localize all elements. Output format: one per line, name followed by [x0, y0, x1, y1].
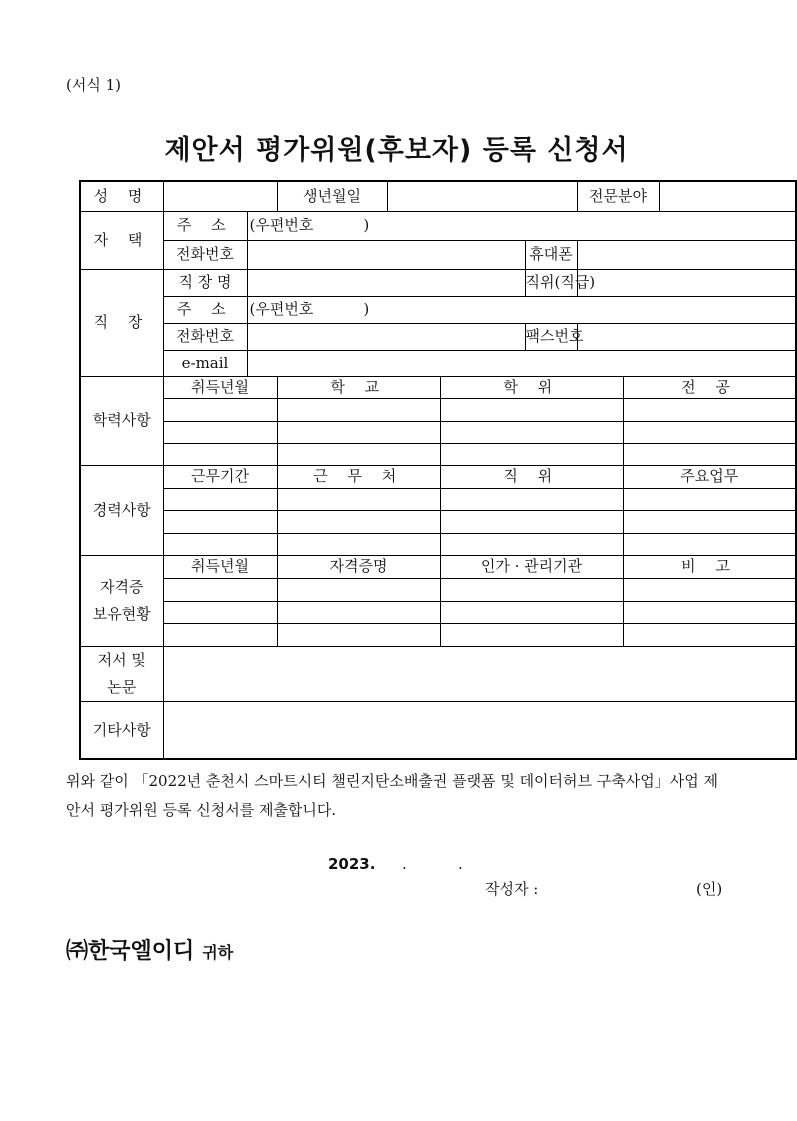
education-cell[interactable]	[277, 421, 440, 443]
education-header-degree: 학 위	[440, 376, 623, 398]
education-cell[interactable]	[440, 421, 623, 443]
position-rank-field[interactable]	[577, 269, 796, 296]
recipient	[66, 934, 233, 965]
career-label: 경력사항	[80, 465, 163, 555]
certificate-label	[80, 555, 163, 646]
postal-code-prefix: (우편번호	[249, 300, 314, 319]
education-cell[interactable]	[277, 443, 440, 465]
career-cell[interactable]	[277, 533, 440, 555]
work-address-field[interactable]	[247, 296, 796, 323]
certificate-label-line1: 자격증	[100, 577, 144, 596]
career-header-period: 근무기간	[163, 465, 277, 488]
certificate-cell[interactable]	[440, 623, 623, 646]
mobile-label: 휴대폰	[525, 240, 577, 269]
email-field[interactable]	[247, 350, 796, 376]
certificate-cell[interactable]	[623, 578, 796, 601]
career-cell[interactable]	[163, 488, 277, 510]
education-cell[interactable]	[277, 398, 440, 421]
page-title: 제안서 평가위원(후보자) 등록 신청서	[164, 135, 629, 166]
education-cell[interactable]	[163, 398, 277, 421]
career-cell[interactable]	[440, 510, 623, 533]
postal-code-suffix: )	[363, 216, 370, 235]
education-label: 학력사항	[80, 376, 163, 465]
certificate-header-issuer: 인가 · 관리기관	[440, 555, 623, 578]
work-phone-label: 전화번호	[163, 323, 247, 350]
career-cell[interactable]	[623, 510, 796, 533]
career-cell[interactable]	[277, 510, 440, 533]
certificate-header-name: 자격증명	[277, 555, 440, 578]
publications-label	[80, 646, 163, 701]
education-cell[interactable]	[163, 443, 277, 465]
education-cell[interactable]	[623, 398, 796, 421]
home-label: 자 택	[80, 211, 163, 269]
career-cell[interactable]	[440, 533, 623, 555]
other-field[interactable]	[163, 701, 796, 759]
birth-field[interactable]	[387, 181, 577, 211]
publications-field[interactable]	[163, 646, 796, 701]
certificate-cell[interactable]	[277, 601, 440, 623]
writer-label: 작성자 :	[485, 880, 539, 898]
certificate-header-date: 취득년월	[163, 555, 277, 578]
certificate-label-line2: 보유현황	[92, 604, 151, 623]
date-year: 2023.	[328, 855, 376, 873]
recipient-name: ㈜한국엘이디	[66, 939, 195, 964]
education-cell[interactable]	[623, 421, 796, 443]
career-cell[interactable]	[163, 510, 277, 533]
email-label: e-mail	[163, 350, 247, 376]
education-cell[interactable]	[440, 443, 623, 465]
certificate-header-remarks: 비 고	[623, 555, 796, 578]
position-rank-label: 직위(직급)	[525, 269, 577, 296]
work-address-label: 주 소	[163, 296, 247, 323]
workplace-label: 직 장 명	[163, 269, 247, 296]
specialty-label: 전문분야	[577, 181, 659, 211]
date-day-separator: .	[458, 855, 463, 873]
certificate-cell[interactable]	[440, 578, 623, 601]
work-phone-field[interactable]	[247, 323, 525, 350]
postal-code-suffix: )	[363, 300, 370, 319]
declaration-statement: 위와 같이 「2022년 춘천시 스마트시티 챌린지탄소배출권 플랫폼 및 데이터허브 구축사업」사업 제안서 평가위원 등록 신청서를 제출합니다.	[66, 772, 718, 819]
publications-label-line2: 논문	[107, 677, 137, 696]
fax-field[interactable]	[577, 323, 796, 350]
name-label: 성 명	[80, 181, 163, 211]
career-cell[interactable]	[623, 488, 796, 510]
certificate-cell[interactable]	[277, 578, 440, 601]
education-cell[interactable]	[623, 443, 796, 465]
birth-label: 생년월일	[277, 181, 387, 211]
home-address-label: 주 소	[163, 211, 247, 240]
recipient-suffix: 귀하	[202, 943, 234, 962]
education-header-major: 전 공	[623, 376, 796, 398]
home-phone-label: 전화번호	[163, 240, 247, 269]
other-label: 기타사항	[80, 701, 163, 759]
certificate-cell[interactable]	[277, 623, 440, 646]
registration-form-table	[79, 180, 797, 760]
career-cell[interactable]	[163, 533, 277, 555]
workplace-field[interactable]	[247, 269, 525, 296]
date-month-separator: .	[402, 855, 407, 873]
career-header-duties: 주요업무	[623, 465, 796, 488]
certificate-cell[interactable]	[163, 601, 277, 623]
specialty-field[interactable]	[659, 181, 796, 211]
form-code: (서식 1)	[66, 76, 121, 94]
career-header-position: 직 위	[440, 465, 623, 488]
home-address-field[interactable]	[247, 211, 796, 240]
publications-label-line1: 저서 및	[97, 650, 146, 669]
mobile-field[interactable]	[577, 240, 796, 269]
certificate-cell[interactable]	[440, 601, 623, 623]
fax-label: 팩스번호	[525, 323, 577, 350]
name-field[interactable]	[163, 181, 277, 211]
career-cell[interactable]	[440, 488, 623, 510]
education-header-date: 취득년월	[163, 376, 277, 398]
certificate-cell[interactable]	[623, 623, 796, 646]
postal-code-prefix: (우편번호	[249, 216, 314, 235]
home-phone-field[interactable]	[247, 240, 525, 269]
seal-mark: (인)	[696, 880, 723, 898]
education-cell[interactable]	[440, 398, 623, 421]
education-cell[interactable]	[163, 421, 277, 443]
career-cell[interactable]	[623, 533, 796, 555]
certificate-cell[interactable]	[623, 601, 796, 623]
career-header-employer: 근 무 처	[277, 465, 440, 488]
work-label: 직 장	[80, 269, 163, 376]
certificate-cell[interactable]	[163, 623, 277, 646]
education-header-school: 학 교	[277, 376, 440, 398]
career-cell[interactable]	[277, 488, 440, 510]
certificate-cell[interactable]	[163, 578, 277, 601]
